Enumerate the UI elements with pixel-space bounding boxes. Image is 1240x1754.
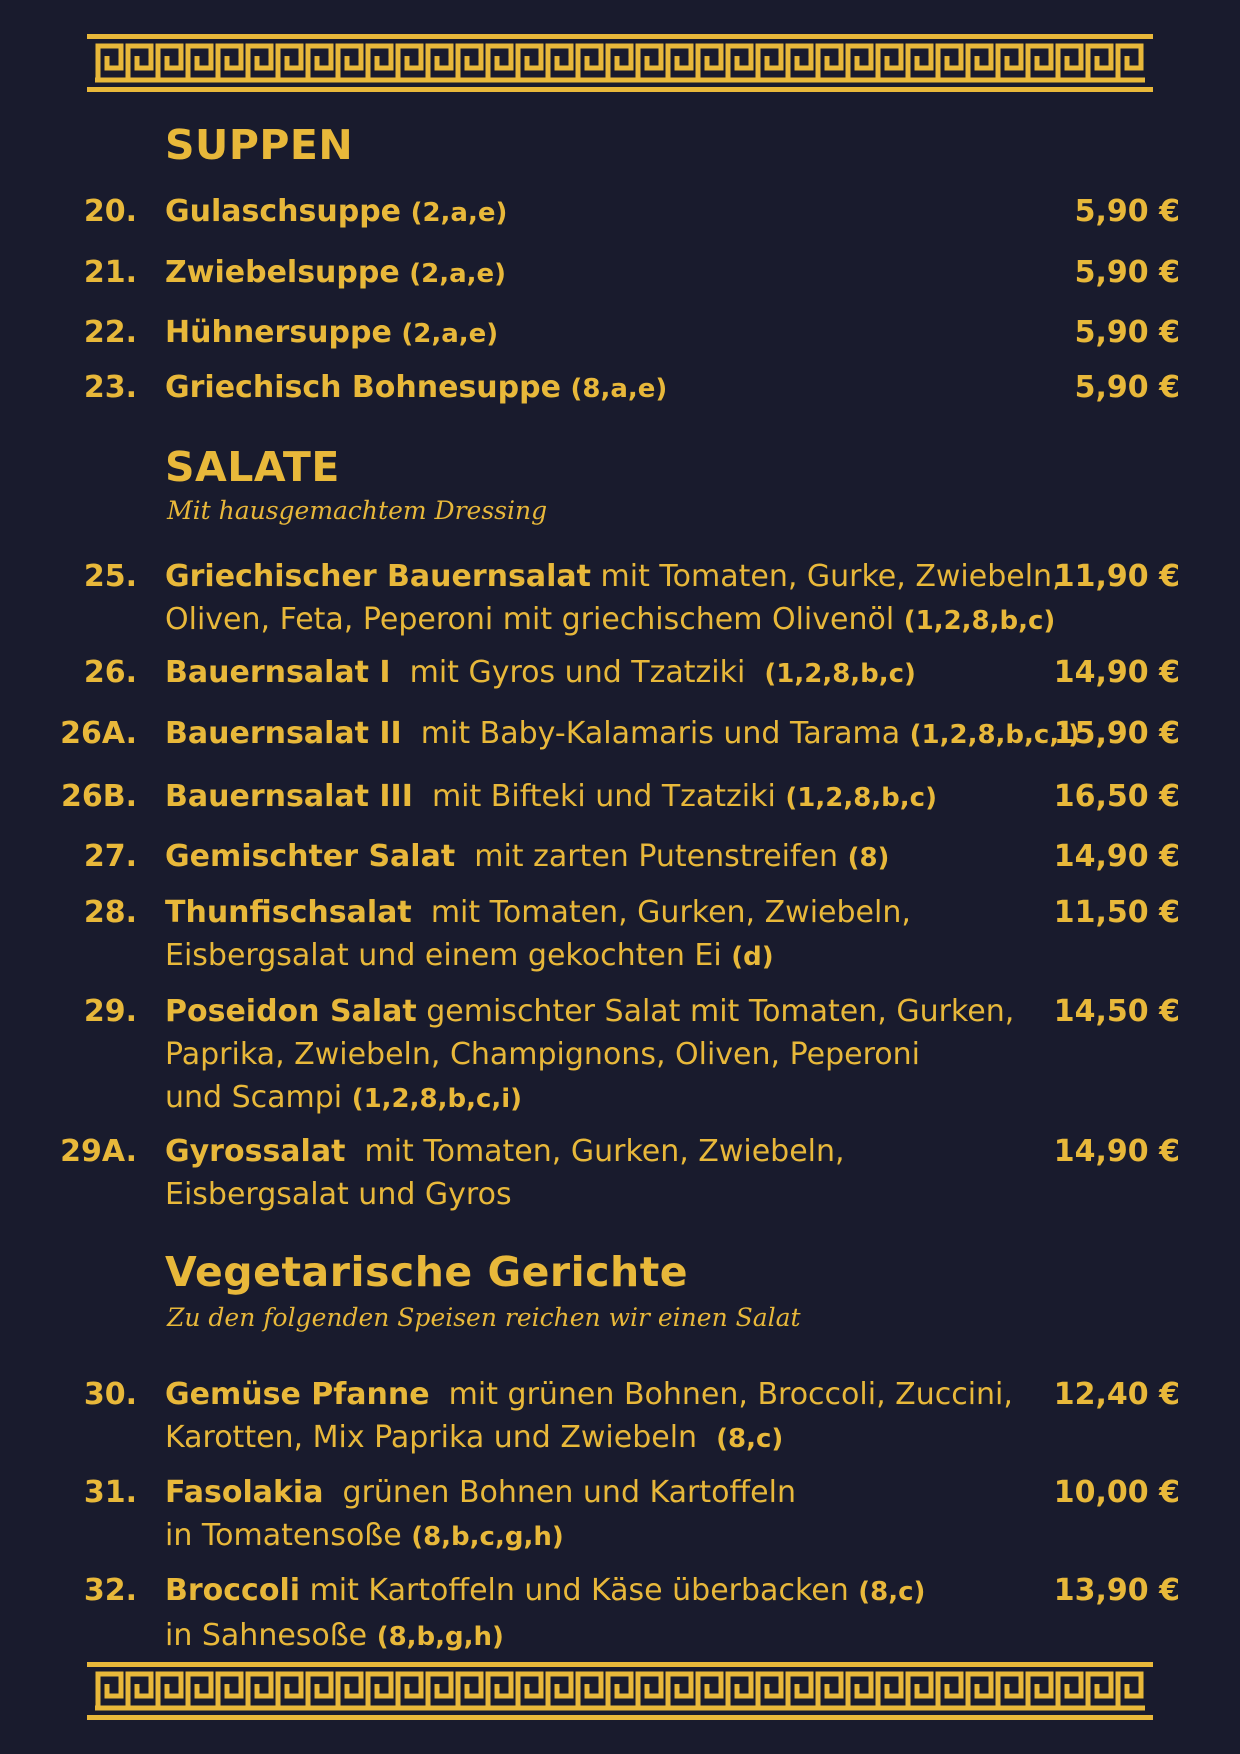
- item-name: Bauernsalat II: [165, 716, 402, 751]
- item-allergens: (1,2,8,b,c): [764, 659, 916, 689]
- item-price: 14,90 €: [1053, 655, 1180, 690]
- item-name: Griechischer Bauernsalat: [165, 559, 591, 594]
- item-number: 27.: [83, 839, 137, 874]
- item-description: Paprika, Zwiebeln, Champignons, Oliven, Peperoni: [165, 1037, 920, 1072]
- item-name: Bauernsalat I: [165, 655, 391, 690]
- item-description: mit Kartoffeln und Käse überbacken: [309, 1573, 849, 1608]
- section-subtitle-salate: Mit hausgemachtem Dressing: [167, 496, 548, 525]
- item-price: 12,40 €: [1053, 1377, 1180, 1412]
- item-description: und Scampi: [165, 1080, 343, 1115]
- item-allergens: (2,a,e): [410, 198, 508, 228]
- item-price: 14,90 €: [1053, 839, 1180, 874]
- item-name: Gyrossalat: [165, 1134, 346, 1169]
- item-name: Fasolakia: [165, 1475, 324, 1510]
- item-name: Griechisch Bohnesuppe: [165, 370, 561, 405]
- item-allergens: (1,2,8,b,c,i): [351, 1084, 523, 1114]
- item-number: 26B.: [60, 779, 137, 814]
- item-description: mit Tomaten, Gurke, Zwiebeln,: [600, 559, 1062, 594]
- item-description: Oliven, Feta, Peperoni mit griechischem Olivenöl: [165, 602, 895, 637]
- item-description: mit Tomaten, Gurken, Zwiebeln,: [364, 1134, 845, 1169]
- item-number: 28.: [83, 895, 137, 930]
- item-allergens: (2,a,e): [401, 319, 499, 349]
- item-name: Gulaschsuppe: [165, 194, 402, 229]
- item-name: Zwiebelsuppe: [165, 255, 400, 290]
- item-number: 29.: [83, 994, 137, 1029]
- item-price: 11,90 €: [1053, 559, 1180, 594]
- item-description: Eisbergsalat und einem gekochten Ei: [165, 938, 722, 973]
- section-subtitle-vegetarisch: Zu den folgenden Speisen reichen wir einen Salat: [167, 1303, 801, 1332]
- greek-key-border-top: [87, 34, 1153, 92]
- item-allergens: (8,b,g,h): [376, 1622, 504, 1652]
- item-number: 25.: [83, 559, 137, 594]
- item-price: 16,50 €: [1053, 779, 1180, 814]
- item-description: Eisbergsalat und Gyros: [165, 1177, 512, 1212]
- item-name: Gemischter Salat: [165, 839, 456, 874]
- item-price: 14,50 €: [1053, 994, 1180, 1029]
- item-number: 23.: [83, 370, 137, 405]
- item-allergens: (8,c): [858, 1577, 926, 1607]
- item-allergens: (8,a,e): [570, 374, 668, 404]
- item-number: 20.: [83, 194, 137, 229]
- item-allergens: (8,b,c,g,h): [411, 1522, 564, 1552]
- item-description: mit Bifteki und Tzatziki: [431, 779, 776, 814]
- item-name: Broccoli: [165, 1573, 301, 1608]
- item-price: 5,90 €: [1074, 255, 1180, 290]
- item-number: 30.: [83, 1377, 137, 1412]
- item-description: mit grünen Bohnen, Broccoli, Zuccini,: [448, 1377, 1013, 1412]
- item-number: 22.: [83, 315, 137, 350]
- item-allergens: (1,2,8,b,c,i): [909, 720, 1080, 750]
- item-price: 11,50 €: [1053, 895, 1180, 930]
- item-number: 31.: [83, 1475, 137, 1510]
- section-title-suppen: SUPPEN: [165, 121, 354, 169]
- item-allergens: (1,2,8,b,c): [903, 606, 1056, 636]
- item-name: Hühnersuppe: [165, 315, 392, 350]
- item-name: Thunfischsalat: [165, 895, 412, 930]
- greek-key-border-bottom: [87, 1662, 1153, 1720]
- item-allergens: (2,a,e): [409, 259, 507, 289]
- item-number: 26A.: [60, 716, 137, 751]
- item-description: mit Baby-Kalamaris und Tarama: [420, 716, 901, 751]
- item-price: 5,90 €: [1074, 370, 1180, 405]
- item-allergens: (1,2,8,b,c): [785, 783, 937, 813]
- item-description: gemischter Salat mit Tomaten, Gurken,: [426, 994, 1015, 1029]
- item-allergens: (d): [731, 942, 774, 972]
- item-description: in Sahnesoße: [165, 1618, 368, 1653]
- item-allergens: (8,c): [716, 1424, 784, 1454]
- item-number: 21.: [83, 255, 137, 290]
- item-description: grünen Bohnen und Kartoffeln: [342, 1475, 796, 1510]
- item-description: mit zarten Putenstreifen: [474, 839, 839, 874]
- item-description: mit Gyros und Tzatziki: [409, 655, 746, 690]
- item-price: 14,90 €: [1053, 1134, 1180, 1169]
- item-description: mit Tomaten, Gurken, Zwiebeln,: [430, 895, 911, 930]
- item-number: 26.: [83, 655, 137, 690]
- item-price: 10,00 €: [1053, 1475, 1180, 1510]
- item-price: 15,90 €: [1053, 716, 1180, 751]
- section-title-salate: SALATE: [165, 443, 340, 491]
- item-name: Bauernsalat III: [165, 779, 413, 814]
- item-name: Poseidon Salat: [165, 994, 417, 1029]
- item-name: Gemüse Pfanne: [165, 1377, 430, 1412]
- item-price: 5,90 €: [1074, 194, 1180, 229]
- section-title-vegetarisch: Vegetarische Gerichte: [165, 1248, 689, 1296]
- item-description: in Tomatensoße: [165, 1518, 402, 1553]
- item-description: Karotten, Mix Paprika und Zwiebeln: [165, 1420, 698, 1455]
- item-price: 5,90 €: [1074, 315, 1180, 350]
- item-price: 13,90 €: [1053, 1573, 1180, 1608]
- item-number: 32.: [83, 1573, 137, 1608]
- item-allergens: (8): [847, 843, 890, 873]
- item-number: 29A.: [60, 1134, 137, 1169]
